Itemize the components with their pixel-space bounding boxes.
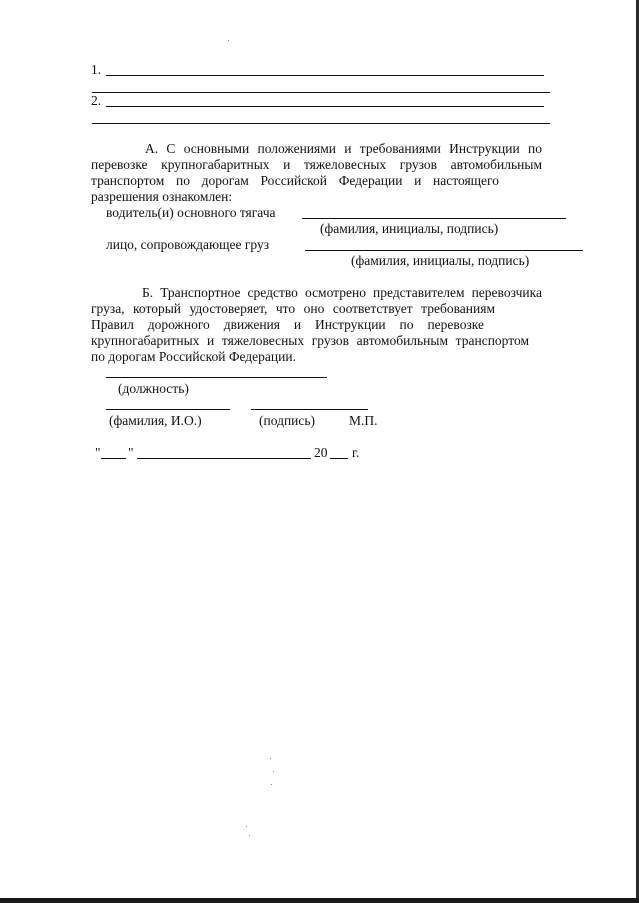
line-number-2: 2. — [91, 93, 102, 108]
scan-speck — [249, 835, 250, 836]
day-line — [101, 458, 126, 459]
position-hint: (должность) — [118, 381, 189, 396]
blank-line-2a — [106, 106, 544, 107]
section-b-line-1: Б. Транспортное средство осмотрено представителем перевозчика — [142, 285, 542, 300]
section-b-line-4: крупногабаритных и тяжеловесных грузов автомобильным транспортом — [91, 333, 529, 348]
signature-hint: (подпись) — [259, 413, 316, 428]
scan-speck — [246, 826, 247, 827]
section-b-line-2: груза, который удостоверяет, что оно соответствует требованиям — [91, 301, 495, 316]
section-a-line-2: перевозке крупногабаритных и тяжеловесных грузов автомобильным — [91, 157, 542, 172]
scan-border-bottom — [0, 898, 639, 903]
section-b-line-3: Правил дорожного движения и Инструкции по перевозке — [91, 317, 484, 332]
year-line — [330, 458, 348, 459]
year-prefix: 20 — [314, 445, 328, 460]
name-line — [106, 409, 230, 410]
blank-line-2b — [92, 123, 550, 124]
escort-label: лицо, сопровождающее груз — [106, 237, 270, 252]
scan-speck — [270, 758, 271, 759]
section-a-line-4: разрешения ознакомлен: — [91, 189, 233, 204]
line-number-1: 1. — [91, 62, 102, 77]
driver-label: водитель(и) основного тягача — [106, 205, 276, 220]
section-a-line-3: транспортом по дорогам Российской Федерации и настоящего — [91, 173, 499, 188]
driver-signature-line — [302, 218, 566, 219]
month-line — [137, 458, 311, 459]
escort-signature-line — [305, 250, 583, 251]
blank-line-1a — [106, 75, 544, 76]
scan-speck — [271, 784, 272, 785]
position-line — [106, 377, 327, 378]
blank-line-1b — [92, 92, 550, 93]
signature-line — [251, 409, 368, 410]
date-open-quote: " — [95, 445, 101, 460]
driver-signature-hint: (фамилия, инициалы, подпись) — [320, 221, 499, 236]
section-a-line-1: А. С основными положениями и требованиями Инструкции по — [145, 141, 542, 156]
stamp-mark: М.П. — [349, 413, 378, 428]
name-hint: (фамилия, И.О.) — [109, 413, 202, 428]
section-b-line-5: по дорогам Российской Федерации. — [91, 349, 296, 364]
date-close-quote: " — [128, 445, 134, 460]
scan-speck — [228, 40, 229, 41]
year-suffix: г. — [352, 445, 360, 460]
scan-speck — [273, 771, 274, 772]
escort-signature-hint: (фамилия, инициалы, подпись) — [351, 253, 530, 268]
